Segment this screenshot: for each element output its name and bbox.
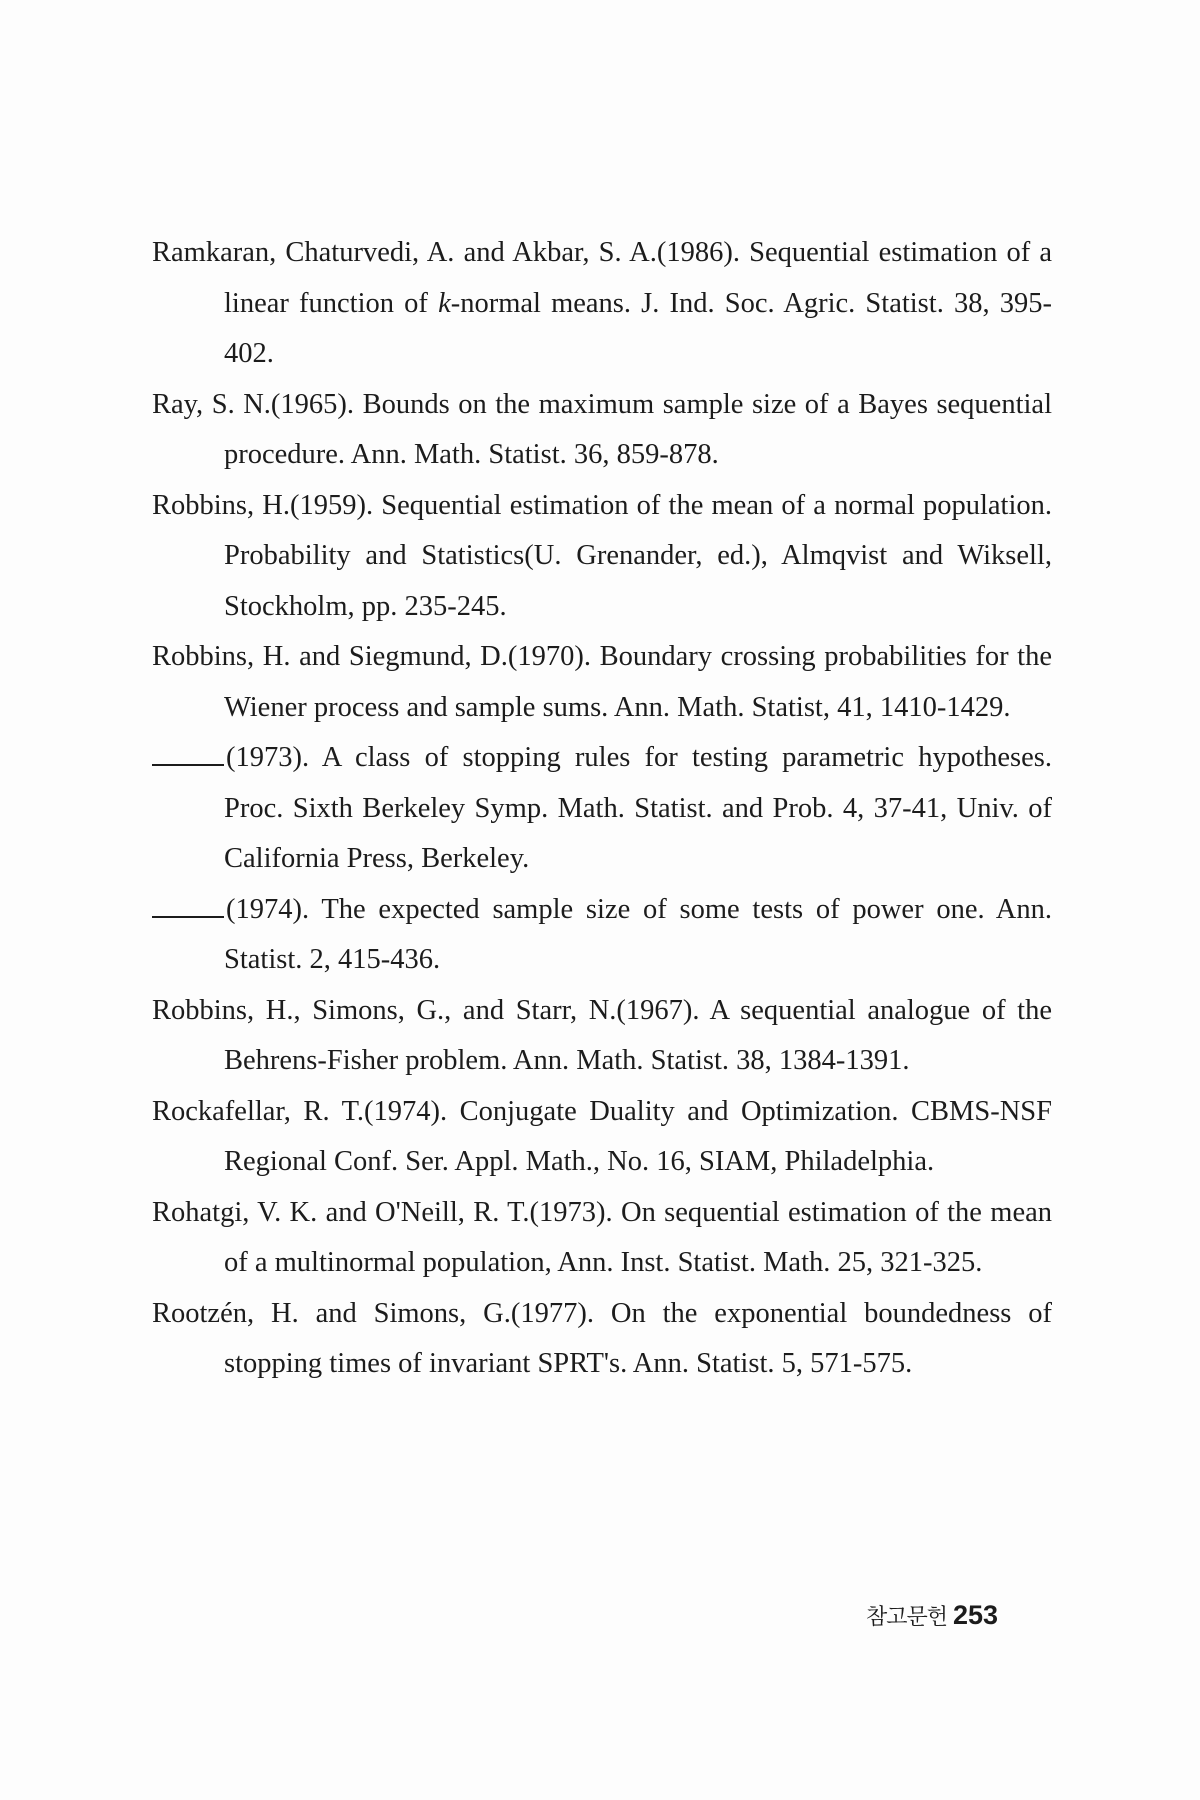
same-author-dash	[152, 894, 224, 918]
reference-text: Rootzén, H. and Simons, G.(1977). On the exponential boundedness of stopping times of invariant SPRT's. Ann. Statist. 5, 571-575.	[152, 1297, 1052, 1379]
section-title: 참고문헌	[866, 1605, 948, 1630]
reference-entry	[152, 885, 1052, 986]
reference-entry	[152, 1087, 1052, 1188]
reference-entry	[152, 632, 1052, 733]
reference-entry	[152, 481, 1052, 633]
reference-italic-symbol: k	[438, 287, 451, 319]
same-author-dash	[152, 742, 224, 766]
reference-text: Ray, S. N.(1965). Bounds on the maximum sample size of a Bayes sequential procedure. Ann. Math. Statist. 36, 859-878.	[152, 388, 1052, 470]
reference-text: Robbins, H. and Siegmund, D.(1970). Boundary crossing probabilities for the Wiener process and sample sums. Ann. Math. Statist, 41, 1410-1429.	[152, 641, 1052, 723]
page-footer	[866, 1600, 998, 1632]
reference-entry	[152, 733, 1052, 885]
reference-entry	[152, 1188, 1052, 1289]
reference-text: Robbins, H.(1959). Sequential estimation of the mean of a normal population. Probability and Statistics(U. Grenander, ed.), Almqvist and Wiksell, Stockholm, pp. 235-245.	[152, 489, 1052, 622]
reference-entry	[152, 380, 1052, 481]
reference-text: (1974). The expected sample size of some tests of power one. Ann. Statist. 2, 415-436.	[224, 893, 1052, 975]
reference-entry	[152, 986, 1052, 1087]
page-number: 253	[953, 1600, 999, 1630]
reference-text: (1973). A class of stopping rules for testing parametric hypotheses. Proc. Sixth Berkeley Symp. Math. Statist. and Prob. 4, 37-41, Univ. of California Press, Berkeley.	[224, 742, 1052, 874]
reference-text: Rohatgi, V. K. and O'Neill, R. T.(1973). On sequential estimation of the mean of a multinormal population, Ann. Inst. Statist. Math. 25, 321-325.	[152, 1196, 1052, 1278]
reference-entry	[152, 228, 1052, 380]
reference-text: -normal means. J. Ind. Soc. Agric. Statist. 38, 395-402.	[224, 287, 1052, 369]
reference-list	[152, 228, 1052, 1390]
reference-entry	[152, 1289, 1052, 1390]
reference-text: Ramkaran, Chaturvedi, A. and Akbar, S. A.(1986). Sequential estimation of a linear function of	[152, 237, 1052, 319]
reference-text: Rockafellar, R. T.(1974). Conjugate Duality and Optimization. CBMS-NSF Regional Conf. Ser. Appl. Math., No. 16, SIAM, Philadelphia.	[152, 1095, 1052, 1177]
reference-text: Robbins, H., Simons, G., and Starr, N.(1967). A sequential analogue of the Behrens-Fisher problem. Ann. Math. Statist. 38, 1384-1391.	[152, 994, 1052, 1076]
